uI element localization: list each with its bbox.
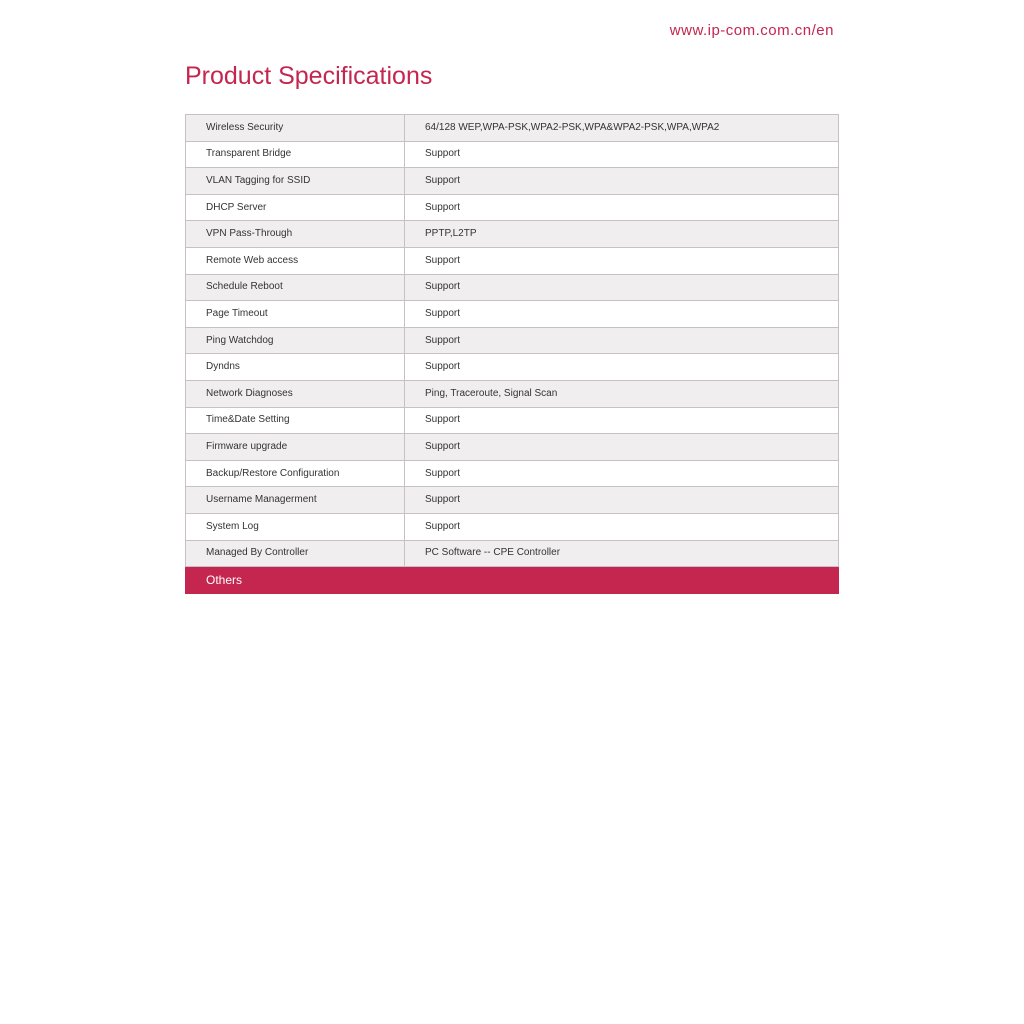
spec-row-transparent-bridge [186, 141, 839, 168]
spec-row-system-log [186, 513, 839, 540]
spec-value: Support [405, 168, 839, 195]
spec-value: Support [405, 247, 839, 274]
spec-label: Transparent Bridge [186, 141, 405, 168]
spec-row-ping-watchdog [186, 327, 839, 354]
spec-value: PPTP,L2TP [405, 221, 839, 248]
page-title: Product Specifications [185, 62, 433, 90]
spec-label: DHCP Server [186, 194, 405, 221]
spec-row-firmware-upgrade [186, 434, 839, 461]
spec-label: Firmware upgrade [186, 434, 405, 461]
spec-label: VPN Pass-Through [186, 221, 405, 248]
spec-label: VLAN Tagging for SSID [186, 168, 405, 195]
spec-value: Support [405, 513, 839, 540]
section-header-others [186, 567, 839, 594]
spec-value: Support [405, 301, 839, 328]
spec-label: Time&Date Setting [186, 407, 405, 434]
spec-label: Page Timeout [186, 301, 405, 328]
spec-value: Ping, Traceroute, Signal Scan [405, 380, 839, 407]
spec-value: Support [405, 407, 839, 434]
spec-row-backup-restore [186, 460, 839, 487]
website-url: www.ip-com.com.cn/en [669, 22, 834, 39]
spec-value: Support [405, 274, 839, 301]
spec-label: Managed By Controller [186, 540, 405, 567]
spec-value: 64/128 WEP,WPA-PSK,WPA2-PSK,WPA&WPA2-PSK,WPA,WPA2 [405, 115, 839, 142]
spec-label: Ping Watchdog [186, 327, 405, 354]
spec-value: Support [405, 487, 839, 514]
spec-row-schedule-reboot [186, 274, 839, 301]
spec-row-remote-web-access [186, 247, 839, 274]
specifications-table [185, 114, 839, 594]
spec-value: Support [405, 141, 839, 168]
spec-row-network-diagnoses [186, 380, 839, 407]
spec-row-username-management [186, 487, 839, 514]
spec-label: Username Managerment [186, 487, 405, 514]
spec-row-vpn-pass-through [186, 221, 839, 248]
spec-value: PC Software -- CPE Controller [405, 540, 839, 567]
spec-label: Wireless Security [186, 115, 405, 142]
spec-label: Backup/Restore Configuration [186, 460, 405, 487]
spec-row-vlan-tagging [186, 168, 839, 195]
spec-label: Schedule Reboot [186, 274, 405, 301]
spec-label: Dyndns [186, 354, 405, 381]
spec-row-managed-by-controller [186, 540, 839, 567]
spec-row-page-timeout [186, 301, 839, 328]
spec-value: Support [405, 434, 839, 461]
spec-row-dhcp-server [186, 194, 839, 221]
spec-row-dyndns [186, 354, 839, 381]
spec-value: Support [405, 354, 839, 381]
spec-label: System Log [186, 513, 405, 540]
spec-value: Support [405, 327, 839, 354]
spec-value: Support [405, 194, 839, 221]
section-title: Others [186, 567, 839, 594]
spec-value: Support [405, 460, 839, 487]
spec-label: Network Diagnoses [186, 380, 405, 407]
spec-row-wireless-security [186, 115, 839, 142]
spec-row-time-date-setting [186, 407, 839, 434]
spec-label: Remote Web access [186, 247, 405, 274]
